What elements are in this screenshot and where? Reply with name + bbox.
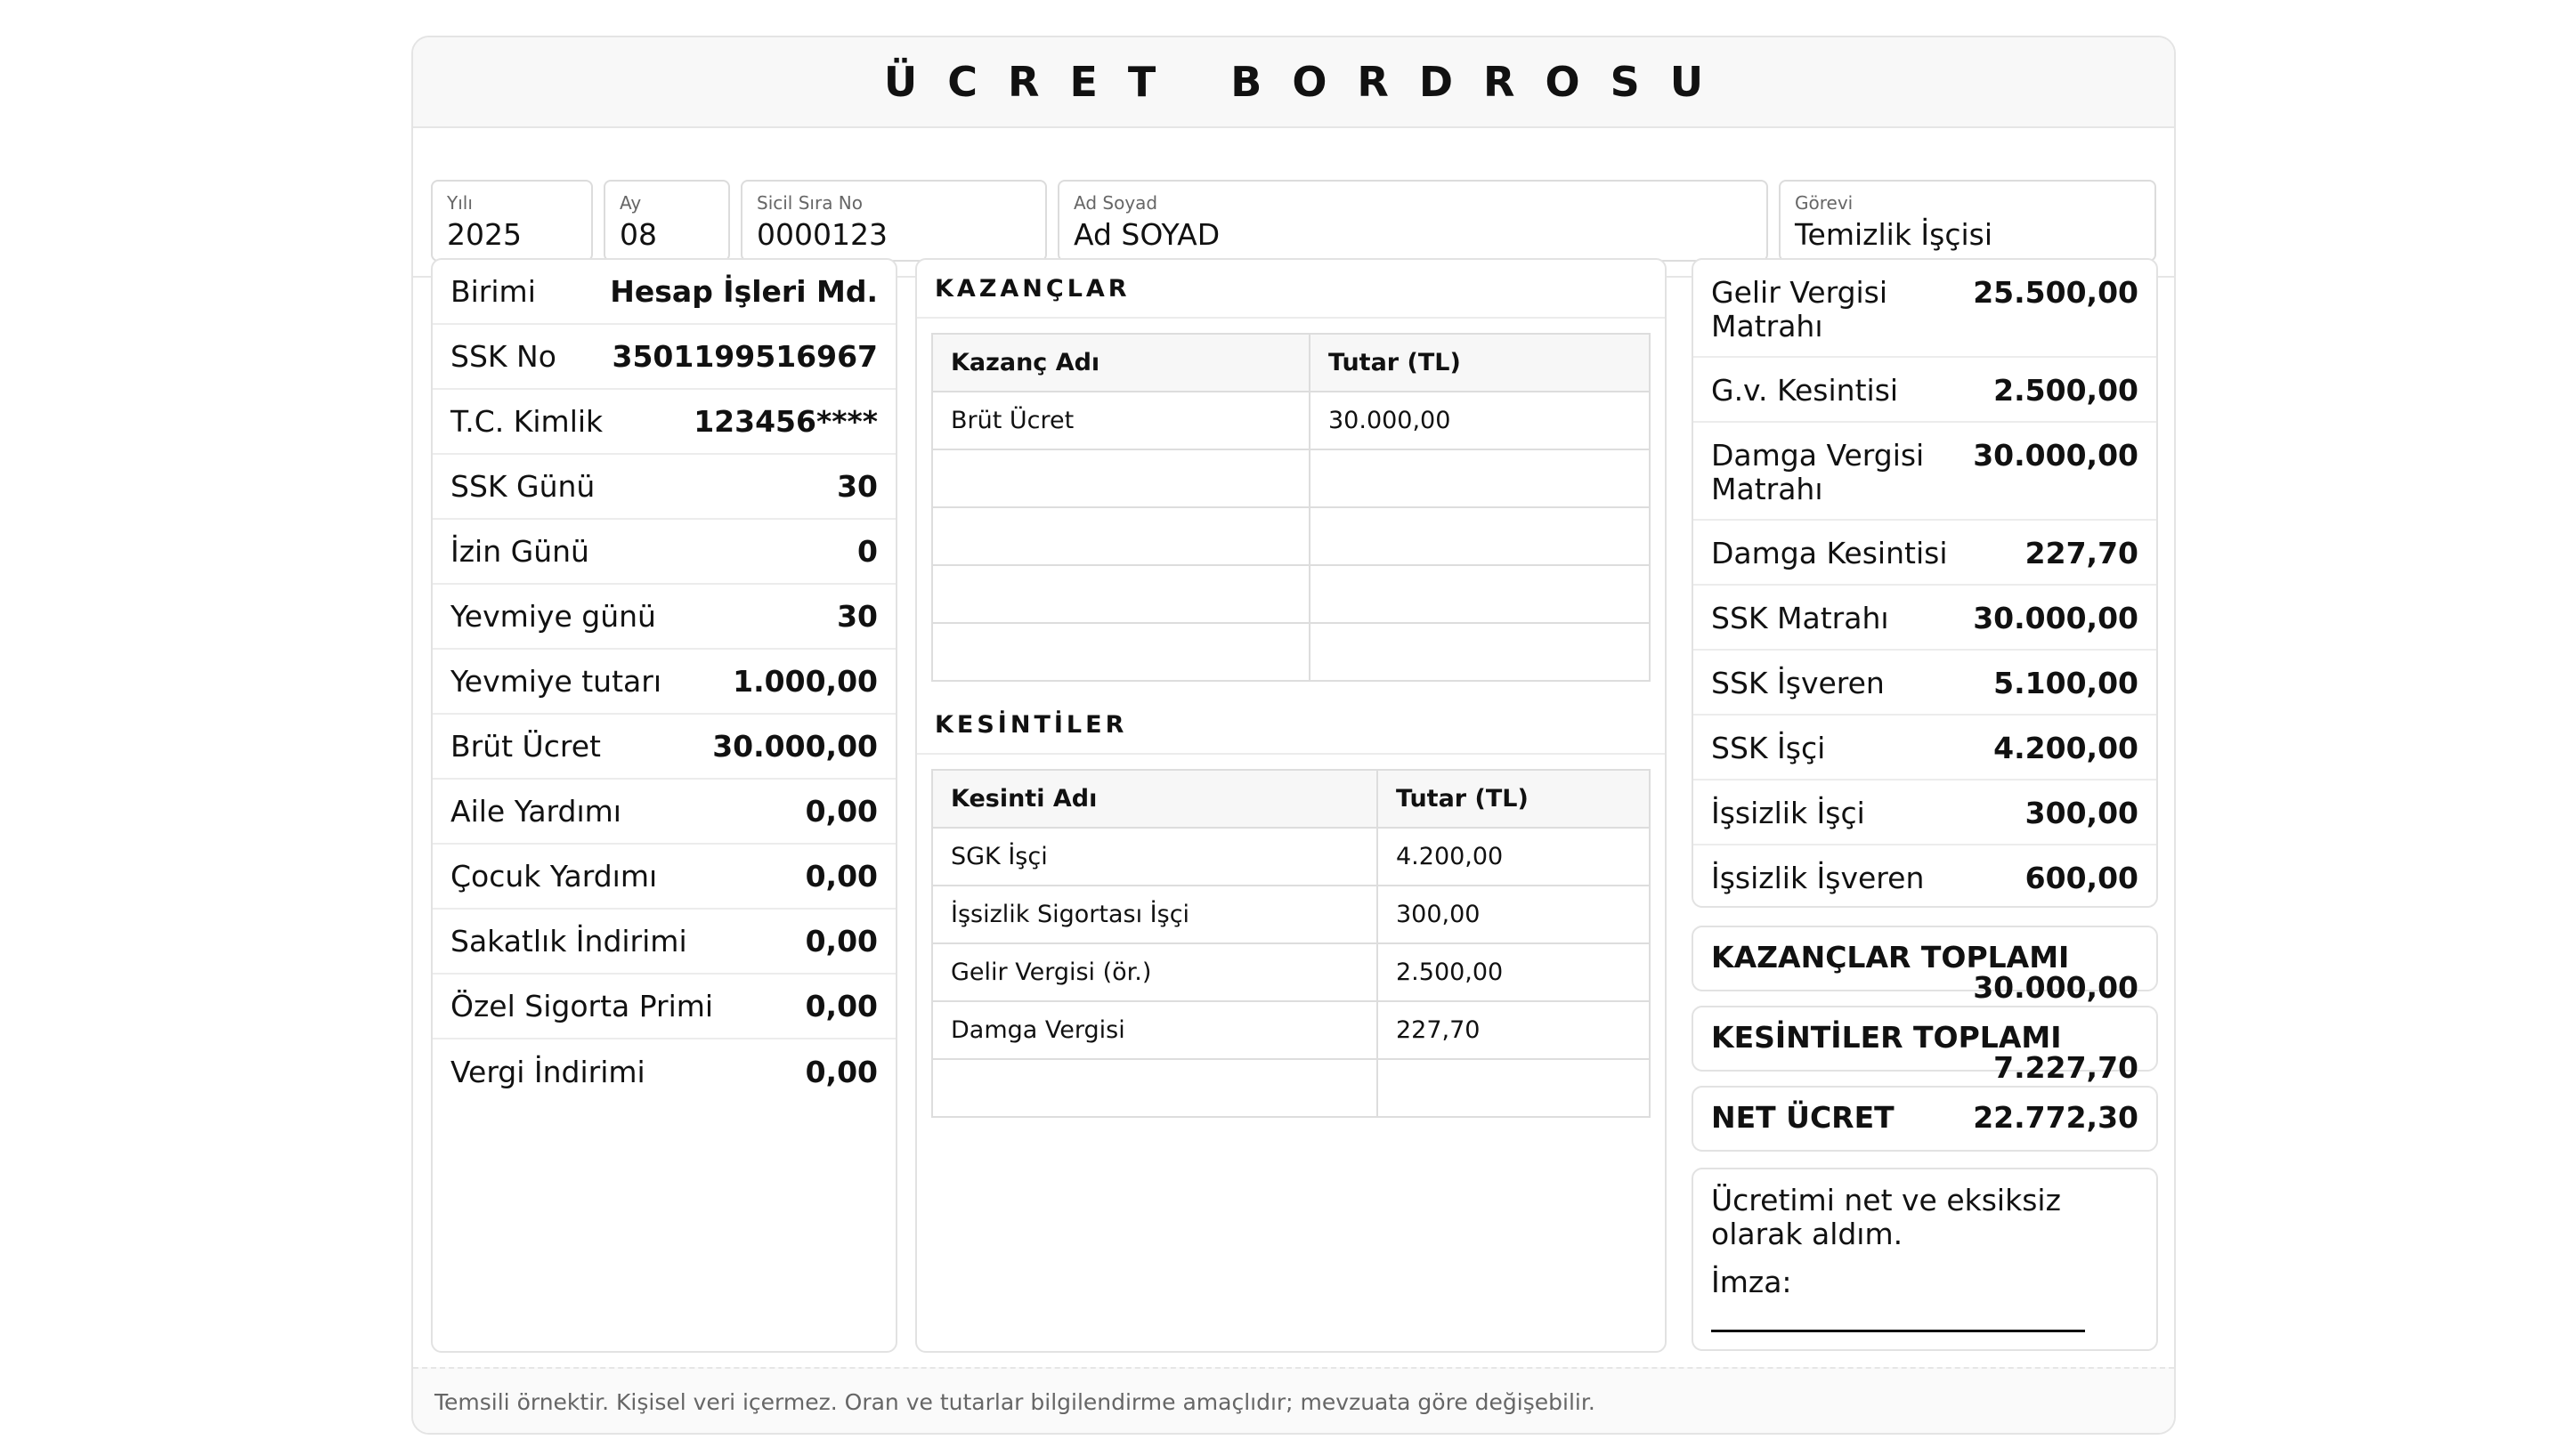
detail-label: Çocuk Yardımı [450,859,658,894]
detail-row [433,845,896,910]
earnings-total-box [1692,926,2158,1005]
earning-amount [1310,507,1650,565]
summary-row [1693,521,2156,586]
detail-label: SSK Günü [450,469,596,504]
earnings-total-label: KAZANÇLAR TOPLAMI [1711,940,2070,975]
deduction-amount: 2.500,00 [1377,943,1650,1001]
detail-value: 0,00 [805,859,878,894]
summary-label: SSK İşveren [1711,666,1885,700]
detail-label: Birimi [450,274,536,309]
summary-value: 300,00 [2024,796,2138,830]
detail-value: 0,00 [805,924,878,959]
table-row [932,1059,1650,1117]
deductions-table [931,769,1651,1118]
earning-amount [1310,565,1650,623]
deduction-name: İşsizlik Sigortası İşçi [932,886,1377,943]
table-header-row [932,334,1650,392]
net-pay-value: 22.772,30 [1973,1100,2138,1135]
detail-row [433,910,896,975]
detail-value: Hesap İşleri Md. [610,274,878,309]
month-value: 08 [620,217,657,252]
detail-value: 0,00 [805,989,878,1023]
earning-name: Brüt Ücret [932,392,1310,449]
summary-label: Damga Vergisi Matrahı [1711,438,1925,506]
summary-row [1693,781,2156,845]
detail-label: Vergi İndirimi [450,1055,645,1089]
page-title: ÜCRET BORDROSU [883,58,1734,106]
earnings-section-title: KAZANÇLAR [917,260,1665,319]
role-value: Temizlik İşçisi [1795,217,1993,252]
earning-name [932,623,1310,681]
detail-label: Yevmiye günü [450,599,656,634]
detail-value: 0,00 [805,794,878,829]
detail-label: T.C. Kimlik [450,404,604,439]
detail-value: 30.000,00 [712,729,878,764]
summary-row [1693,423,2156,521]
net-pay-label: NET ÜCRET [1711,1100,1895,1135]
detail-value: 1.000,00 [733,664,878,699]
employee-details-panel [431,258,897,1353]
table-row [932,449,1650,507]
earnings-name-header: Kazanç Adı [932,334,1310,392]
detail-row [433,715,896,780]
table-row [932,565,1650,623]
summary-value: 30.000,00 [1973,601,2138,635]
detail-row [433,650,896,715]
detail-row [433,520,896,585]
info-row [413,130,2174,278]
summary-value: 25.500,00 [1973,275,2138,310]
deductions-total-label: KESİNTİLER TOPLAMI [1711,1020,2062,1055]
detail-value: 30 [837,599,878,634]
role-field[interactable] [1779,180,2156,262]
table-row [932,1001,1650,1059]
detail-label: Yevmiye tutarı [450,664,661,699]
summary-value: 227,70 [2024,536,2138,570]
detail-value: 0,00 [805,1055,878,1089]
detail-value: 0 [857,534,878,569]
detail-row [433,585,896,650]
earning-amount: 30.000,00 [1310,392,1650,449]
footer-note: Temsili örnektir. Kişisel veri içermez. Oran ve tutarlar bilgilendirme amaçlıdır; mevzuata göre değişebilir. [413,1367,2174,1435]
net-pay-box [1692,1086,2158,1152]
earning-name [932,565,1310,623]
detail-row [433,1039,896,1104]
detail-label: Brüt Ücret [450,729,601,764]
signature-label: İmza: [1711,1265,1792,1299]
detail-label: Özel Sigorta Primi [450,989,714,1023]
deduction-name [932,1059,1377,1117]
summary-label: SSK Matrahı [1711,601,1889,635]
earnings-deductions-panel [915,258,1667,1353]
earnings-total-value: 30.000,00 [1973,970,2138,1005]
summary-value: 30.000,00 [1973,438,2138,473]
detail-value: 3501199516967 [612,339,878,374]
summary-row [1693,716,2156,781]
registry-field[interactable] [741,180,1047,262]
summary-label: G.v. Kesintisi [1711,373,1899,408]
detail-row [433,260,896,325]
detail-value: 30 [837,469,878,504]
detail-row [433,455,896,520]
registry-label: Sicil Sıra No [757,192,864,214]
summary-value: 5.100,00 [1993,666,2138,700]
name-label: Ad Soyad [1074,192,1158,214]
summary-label: SSK İşçi [1711,731,1826,765]
deductions-amount-header: Tutar (TL) [1377,770,1650,828]
summary-value: 4.200,00 [1993,731,2138,765]
table-row [932,943,1650,1001]
detail-row [433,780,896,845]
summary-row [1693,845,2156,908]
deduction-name: SGK İşçi [932,828,1377,886]
earning-amount [1310,449,1650,507]
tax-summary-panel [1692,258,2158,908]
summary-row [1693,586,2156,651]
deduction-name: Damga Vergisi [932,1001,1377,1059]
table-header-row [932,770,1650,828]
table-row [932,886,1650,943]
detail-label: İzin Günü [450,534,589,569]
summary-row [1693,260,2156,358]
detail-value: 123456**** [694,404,878,439]
earning-name [932,449,1310,507]
deduction-name: Gelir Vergisi (ör.) [932,943,1377,1001]
detail-label: Aile Yardımı [450,794,621,829]
signature-box [1692,1168,2158,1351]
sheet-header [413,37,2174,128]
deduction-amount: 4.200,00 [1377,828,1650,886]
name-value: Ad SOYAD [1074,217,1221,252]
deductions-name-header: Kesinti Adı [932,770,1377,828]
deduction-amount: 300,00 [1377,886,1650,943]
summary-row [1693,358,2156,423]
deductions-total-value: 7.227,70 [1993,1050,2138,1085]
table-row [932,507,1650,565]
summary-label: Damga Kesintisi [1711,536,1948,570]
summary-label: İşsizlik İşçi [1711,796,1865,830]
deductions-total-box [1692,1006,2158,1085]
signature-line[interactable] [1711,1330,2085,1332]
earnings-amount-header: Tutar (TL) [1310,334,1650,392]
table-row [932,623,1650,681]
earning-name [932,507,1310,565]
month-field[interactable] [604,180,730,262]
month-label: Ay [620,192,642,214]
summary-value: 2.500,00 [1993,373,2138,408]
deductions-section-title: KESİNTİLER [917,696,1665,755]
summary-label: Gelir Vergisi Matrahı [1711,275,1888,344]
detail-row [433,390,896,455]
summary-value: 600,00 [2024,861,2138,895]
year-value: 2025 [447,217,522,252]
table-row [932,392,1650,449]
detail-label: Sakatlık İndirimi [450,924,687,959]
year-field[interactable] [431,180,593,262]
earnings-table [931,333,1651,682]
earning-amount [1310,623,1650,681]
receipt-statement: Ücretimi net ve eksiksiz olarak aldım. [1711,1183,2061,1251]
year-label: Yılı [447,192,473,214]
deduction-amount: 227,70 [1377,1001,1650,1059]
deduction-amount [1377,1059,1650,1117]
table-row [932,828,1650,886]
summary-label: İşsizlik İşveren [1711,861,1925,895]
detail-row [433,325,896,390]
role-label: Görevi [1795,192,1854,214]
detail-row [433,975,896,1039]
name-field[interactable] [1058,180,1768,262]
detail-label: SSK No [450,339,556,374]
summary-row [1693,651,2156,716]
registry-value: 0000123 [757,217,888,252]
